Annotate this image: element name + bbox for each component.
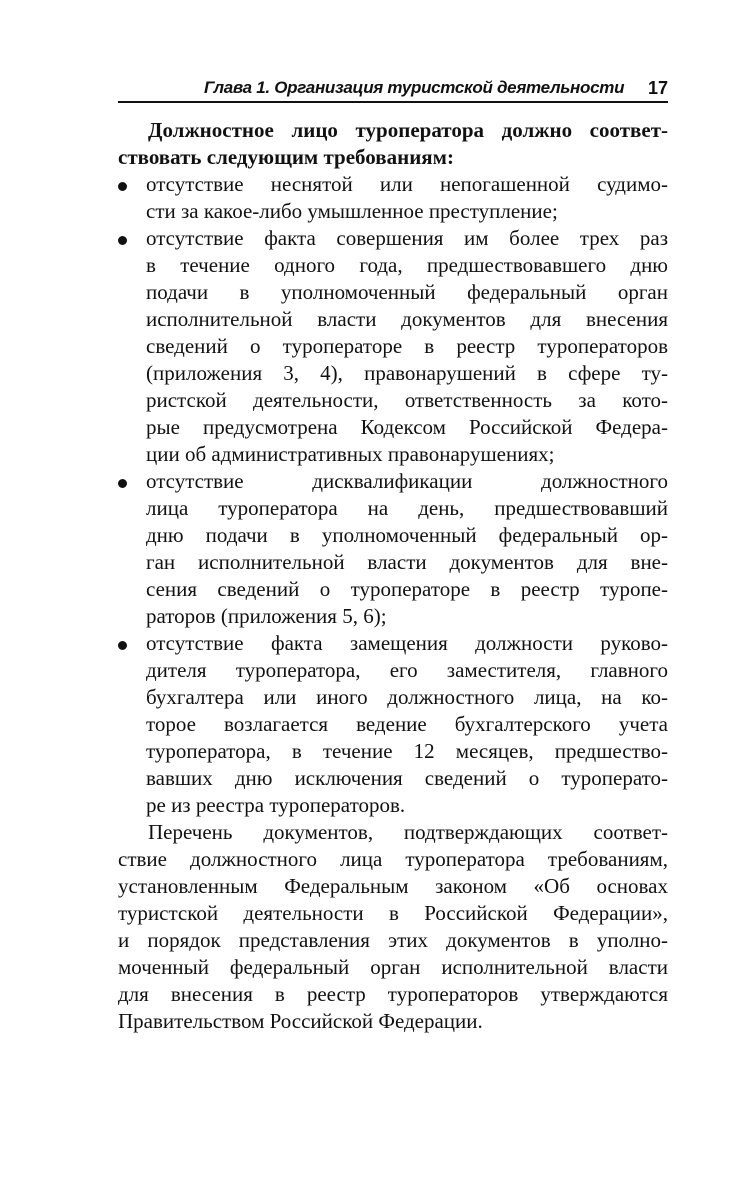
bullet-icon xyxy=(118,641,127,650)
text-line: дителя туроператора, его заместителя, главного xyxy=(146,658,668,682)
text-line: и порядок представления этих документов в уполно- xyxy=(118,928,668,952)
text-line: вавших дню исключения сведений о туроперато- xyxy=(146,766,668,790)
text-line: Должностное лицо туроператора должно соответ- xyxy=(148,118,668,142)
bullet-item-4 xyxy=(118,630,668,819)
bullet-icon xyxy=(118,479,127,488)
text-line: Перечень документов, подтверждающих соответ- xyxy=(148,820,668,844)
intro-paragraph xyxy=(118,117,668,171)
closing-paragraph xyxy=(118,819,668,1035)
text-line: ствие должностного лица туроператора требованиям, xyxy=(118,847,668,871)
text-line: для внесения в реестр туроператоров утверждаются xyxy=(118,982,668,1006)
text-line: исполнительной власти документов для внесения xyxy=(146,307,668,331)
chapter-title: Глава 1. Организация туристской деятельности xyxy=(204,78,625,97)
text-line: рые предусмотрена Кодексом Российской Федера- xyxy=(146,415,668,439)
text-line: сения сведений о туроператоре в реестр туропе- xyxy=(146,577,668,601)
text-line: бухгалтера или иного должностного лица, на ко- xyxy=(146,685,668,709)
text-line: отсутствие факта замещения должности руково- xyxy=(146,631,668,655)
text-line: моченный федеральный орган исполнительной власти xyxy=(118,955,668,979)
text-line: ган исполнительной власти документов для вне- xyxy=(146,550,668,574)
text-line: туристской деятельности в Российской Федерации», xyxy=(118,901,668,925)
text-line: установленным Федеральным законом «Об основах xyxy=(118,874,668,898)
text-line: дню подачи в уполномоченный федеральный ор- xyxy=(146,523,668,547)
bullet-icon xyxy=(118,182,127,191)
text-line: отсутствие дисквалификации должностного xyxy=(146,469,668,493)
text-line: лица туроператора на день, предшествовавший xyxy=(146,496,668,520)
text-line: отсутствие факта совершения им более трех раз xyxy=(146,226,668,250)
bullet-item-2 xyxy=(118,225,668,468)
text-line: сведений о туроператоре в реестр туроператоров xyxy=(146,334,668,358)
text-line: раторов (приложения 5, 6); xyxy=(146,604,387,628)
bullet-item-1 xyxy=(118,171,668,225)
text-line: торое возлагается ведение бухгалтерского учета xyxy=(146,712,668,736)
text-line: в течение одного года, предшествовавшего дню xyxy=(146,253,668,277)
text-line: ристской деятельности, ответственность за кото- xyxy=(146,388,668,412)
text-line: (приложения 3, 4), правонарушений в сфере ту- xyxy=(146,361,668,385)
body-text xyxy=(118,117,668,1035)
text-line: ции об административных правонарушениях; xyxy=(146,442,555,466)
text-line: отсутствие неснятой или непогашенной судимо- xyxy=(146,172,668,196)
bullet-item-3 xyxy=(118,468,668,630)
header-rule xyxy=(118,101,668,103)
text-line: сти за какое-либо умышленное преступление; xyxy=(146,199,558,223)
bullet-icon xyxy=(118,236,127,245)
text-line: ствовать следующим требованиям: xyxy=(118,145,454,169)
running-head xyxy=(118,78,668,104)
text-line: туроператора, в течение 12 месяцев, предшество- xyxy=(146,739,668,763)
text-line: Правительством Российской Федерации. xyxy=(118,1009,483,1033)
page-number: 17 xyxy=(647,78,668,98)
text-line: подачи в уполномоченный федеральный орган xyxy=(146,280,668,304)
text-line: ре из реестра туроператоров. xyxy=(146,793,406,817)
